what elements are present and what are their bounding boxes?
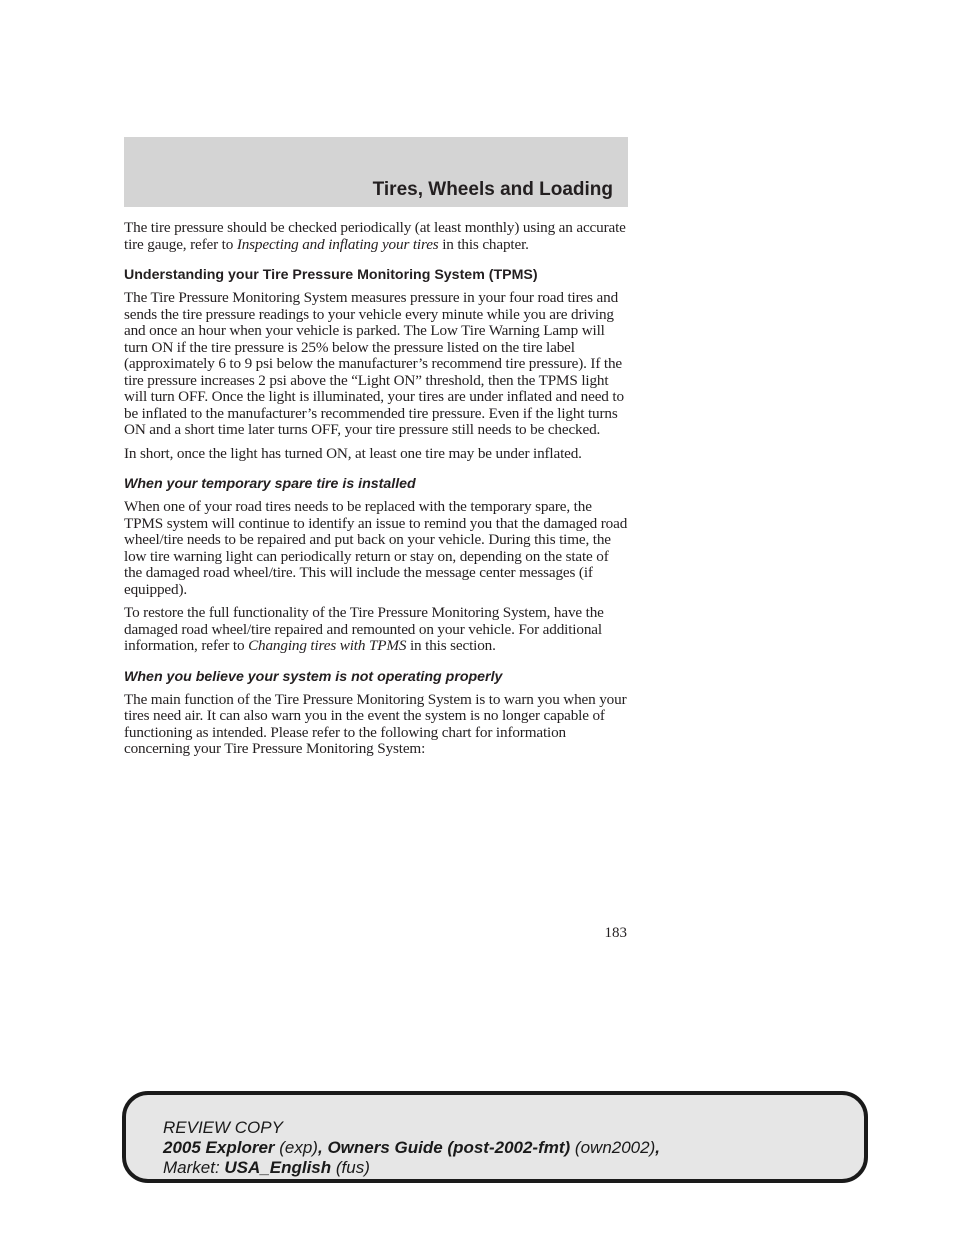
review-copy-box	[122, 1091, 868, 1183]
review-guide-code: (own2002)	[570, 1138, 656, 1157]
section-header-band	[124, 137, 628, 207]
intro-text-before: The tire pressure should be checked periodically (at least monthly) using an accurate tire gauge, refer to	[124, 219, 626, 253]
review-copy-text	[163, 1118, 660, 1178]
spare-heading: When your temporary spare tire is installed	[124, 476, 416, 492]
page-content	[124, 220, 630, 765]
intro-paragraph	[124, 220, 630, 253]
review-copy-label: REVIEW COPY	[163, 1118, 283, 1137]
review-model-code: (exp)	[274, 1138, 318, 1157]
review-market-label: Market:	[163, 1158, 225, 1177]
review-copy-market-line	[163, 1158, 660, 1178]
review-model: 2005 Explorer	[163, 1138, 275, 1157]
spare-reference: Changing tires with TPMS	[248, 637, 407, 654]
review-separator-2: ,	[655, 1138, 660, 1157]
notworking-heading: When you believe your system is not operating properly	[124, 668, 503, 685]
notworking-paragraph-1: The main function of the Tire Pressure Monitoring System is to warn you when your tires need air. It can also warn you in the event the system is no longer capable of functioning as intended. Please refer to the following chart for information concerning your Tire Pressure Monitoring System:	[124, 690, 627, 757]
review-separator-1: ,	[317, 1138, 328, 1157]
spare-text-after: in this section.	[406, 637, 496, 654]
page-number: 183	[604, 925, 627, 941]
spare-paragraph-1: When one of your road tires needs to be replaced with the temporary spare, the TPMS system will continue to identify an issue to remind you that the damaged road wheel/tire needs to be repaired and put back on your vehicle. During this time, the low tire warning light can periodically return or stay on, depending on the state of the damaged road wheel/tire. This will include the message center messages (if equipped).	[124, 498, 628, 598]
spare-text-before: To restore the full functionality of the Tire Pressure Monitoring System, have the damaged road wheel/tire repaired and remounted on your vehicle. For additional information, refer to	[124, 604, 604, 654]
section-title: Tires, Wheels and Loading	[372, 179, 613, 200]
review-market-code: (fus)	[331, 1158, 370, 1177]
review-market: USA_English	[224, 1158, 332, 1177]
spare-paragraph-2	[124, 605, 630, 655]
tpms-paragraph-1: The Tire Pressure Monitoring System measures pressure in your four road tires and sends the tire pressure readings to your vehicle every minute while you are driving and once an hour when your vehicle is parked. The Low Tire Warning Lamp will turn ON if the tire pressure is 25% below the pressure listed on the tire label (approximately 6 to 9 psi below the manufacturer’s recommend tire pressure). If the tire pressure increases 2 psi above the “Light ON” threshold, then the TPMS light will turn OFF. Once the light is illuminated, your tires are under inflated and need to be inflated to the manufacturer’s recommended tire pressure. Even if the light turns ON and a short time later turns OFF, your tire pressure still needs to be checked.	[124, 289, 624, 438]
review-guide: Owners Guide (post-2002-fmt)	[327, 1138, 571, 1157]
intro-reference: Inspecting and inflating your tires	[236, 235, 439, 253]
intro-text-after: in this chapter.	[438, 235, 529, 253]
tpms-heading: Understanding your Tire Pressure Monitoring System (TPMS)	[124, 267, 538, 283]
review-copy-model-line	[163, 1138, 660, 1158]
tpms-paragraph-2: In short, once the light has turned ON, at least one tire may be under inflated.	[124, 444, 582, 462]
